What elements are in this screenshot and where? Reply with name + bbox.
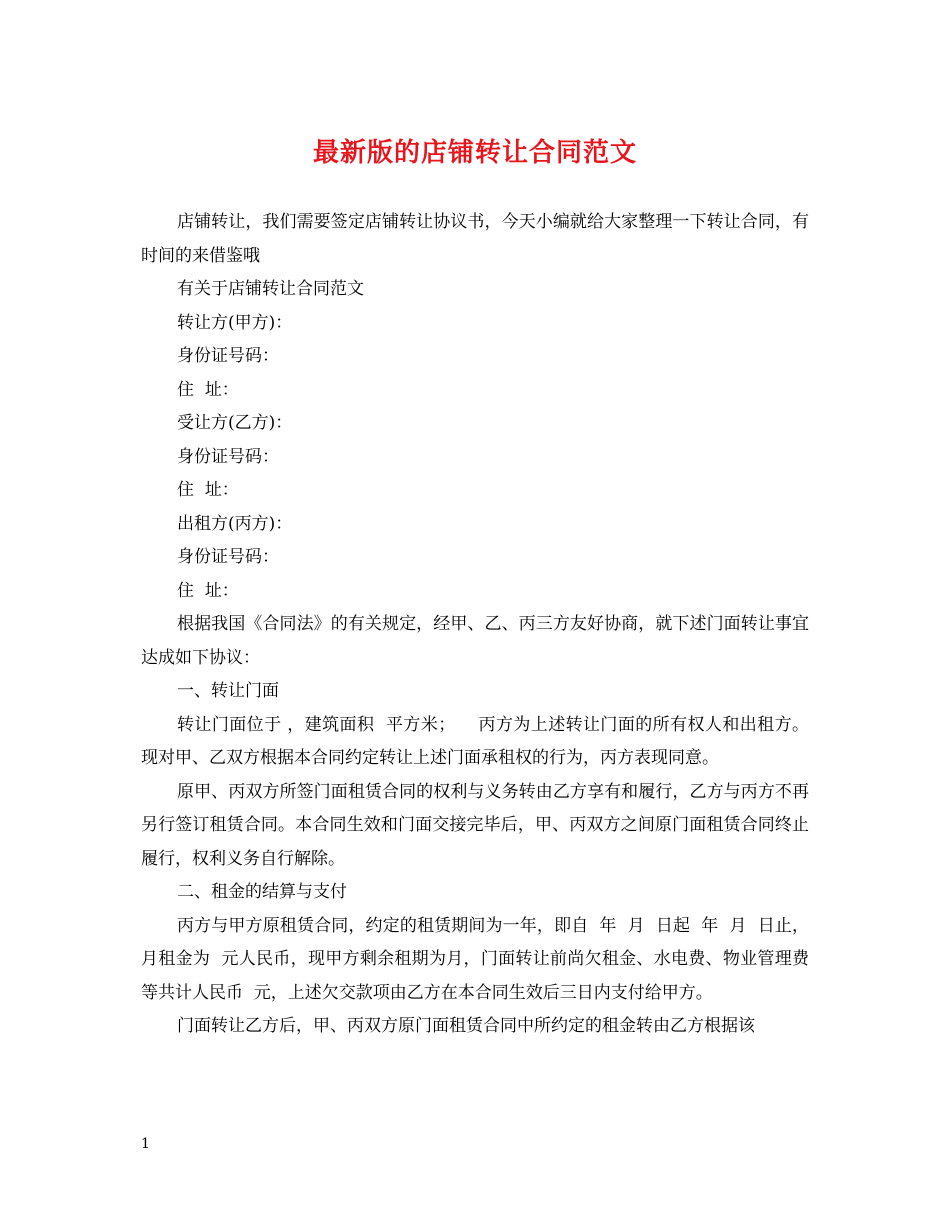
party-a-address-label: 住 址： (177, 379, 239, 400)
section-heading-1: 一、转让门面 (177, 681, 279, 701)
party-b-id-label: 身份证号码： (177, 446, 279, 467)
paragraph-section-2a: 丙方与甲方原租赁合同，约定的租赁期间为一年，即自 年 月 日起 年 月 日止，月租金为 元人民币，现甲方剩余租期为月，门面转让前尚欠租金、水电费、物业管理费等共计人民币 元，上述欠交款项由乙方在本合同生效后三日内支付给甲方。 (141, 915, 809, 1003)
party-a-label: 转让方(甲方)： (177, 312, 293, 333)
page-number: 1 (141, 1136, 150, 1152)
party-c-label: 出租方(丙方)： (177, 513, 293, 534)
page-title: 最新版的店铺转让合同范文 (312, 138, 637, 168)
paragraph-section-2b: 门面转让乙方后，甲、丙双方原门面租赁合同中所约定的租金转由乙方根据该 (177, 1016, 755, 1036)
paragraph-section-1a: 转让门面位于 ，建筑面积 平方米； 丙方为上述转让门面的所有权人和出租方。现对甲、乙双方根据本合同约定转让上述门面承租权的行为，丙方表现同意。 (141, 714, 809, 768)
party-c-address-label: 住 址： (177, 580, 239, 601)
party-a-id-label: 身份证号码： (177, 346, 279, 366)
section-heading-2: 二、租金的结算与支付 (177, 882, 347, 902)
paragraph-subtitle: 有关于店铺转让合同范文 (177, 279, 364, 299)
paragraph-intro: 店铺转让，我们需要签定店铺转让协议书，今天小编就给大家整理一下转让合同，有时间的来借鉴哦 (141, 212, 809, 266)
document-body (141, 206, 809, 1044)
party-b-label: 受让方(乙方)： (177, 413, 293, 433)
party-b-address-label: 住 址： (177, 480, 239, 500)
paragraph-section-1b: 原甲、丙双方所签门面租赁合同的权利与义务转由乙方享有和履行，乙方与丙方不再另行签订租赁合同。本合同生效和门面交接完毕后，甲、丙双方之间原门面租赁合同终止履行，权利义务自行解除。 (141, 781, 809, 869)
paragraph-legal-basis: 根据我国《合同法》的有关规定，经甲、乙、丙三方友好协商，就下述门面转让事宜达成如下协议： (141, 614, 809, 668)
party-c-id-label: 身份证号码： (177, 547, 279, 567)
